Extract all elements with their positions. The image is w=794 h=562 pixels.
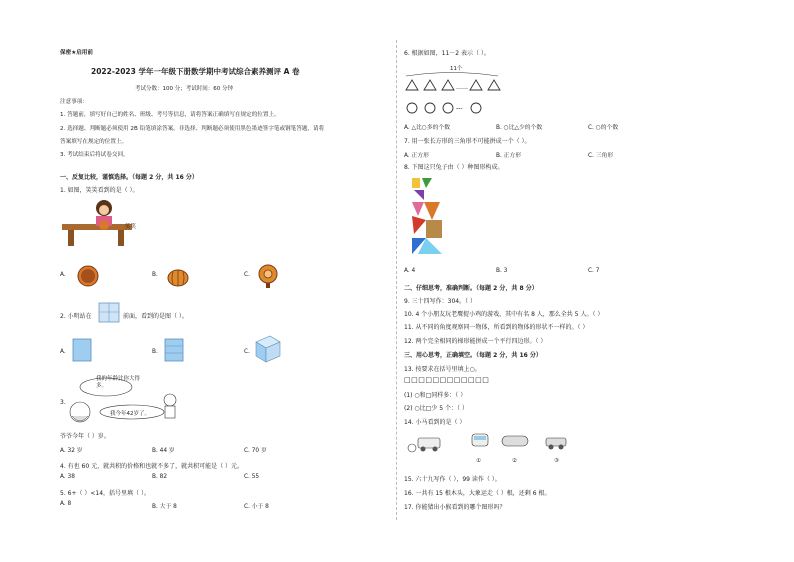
q4-option-c[interactable]: C. 55 (244, 474, 260, 480)
q3-number: 3. (60, 399, 66, 406)
svg-text:……: …… (456, 84, 468, 91)
cabinet-icon (98, 302, 122, 324)
q13-row-1: (1) ○和□同样多：（ ） (404, 392, 467, 399)
q13-stem: 13. 按要求在括号里填上○。 (404, 366, 481, 373)
pot-side-icon (256, 262, 280, 290)
q13-squares: □□□□□□□□□□□□ (404, 376, 490, 384)
q16: 16. 一共有 15 根木头，大象运走（ ）根，还剩 6 根。 (404, 490, 551, 497)
q2-option-c[interactable]: C. (244, 349, 250, 355)
q8-option-a[interactable]: A. 4 (404, 268, 416, 274)
q2-stem-end: 前面，看到的是图（ ）。 (123, 313, 188, 320)
q6-option-c[interactable]: C. ○的个数 (588, 125, 619, 131)
note-line-4: 3. 考试结束后将试卷交回。 (60, 152, 129, 158)
column-divider (396, 40, 397, 520)
tangram-rabbit-figure (410, 176, 444, 258)
q14-label-1: ① (476, 458, 481, 464)
q14-stem: 14. 小马看到的是（ ） (404, 419, 466, 426)
section3-heading: 三、用心思考，正确填空。（每题 2 分，共 16 分） (404, 352, 542, 359)
q7-option-a[interactable]: A. 正方形 (404, 153, 429, 159)
cabinet-view-a (72, 338, 94, 364)
q3-option-a[interactable]: A. 32 岁 (60, 448, 83, 454)
q4-stem: 4. 有也 60 元，就共积的价格和也就不多了，就共积可能是（ ）元。 (60, 463, 243, 470)
q14-label-2: ② (512, 458, 517, 464)
q4-option-b[interactable]: B. 82 (152, 474, 168, 480)
q7-option-c[interactable]: C. 三角形 (588, 153, 614, 159)
q7-stem: 7. 用一张长方形的三角形不可能拼成一个（ ）。 (404, 138, 531, 145)
q11: 11. 从不同的角度观察同一物体，所看到的物体的形状不一样的。（ ） (404, 324, 589, 331)
section2-heading: 二、仔细思考，准确判断。（每题 2 分，共 8 分） (404, 285, 538, 292)
pot-front-icon (76, 264, 100, 288)
cabinet-view-b (164, 338, 186, 364)
q3-bubble-child: 我的年龄比你大得多。 (96, 376, 141, 389)
car-views-figure (406, 428, 566, 456)
q6-stem: 6. 根据如图，11－2 表示（ ）。 (404, 50, 490, 57)
q2-option-b[interactable]: B. (152, 349, 158, 355)
q4-option-a[interactable]: A. 38 (60, 474, 75, 480)
q7-option-b[interactable]: B. 正方形 (496, 153, 522, 159)
q17: 17. 你能猜出小猴看到的哪个图形吗？ (404, 504, 506, 511)
q1-bubble-label: 笑笑 (125, 224, 137, 230)
cabinet-view-c (254, 334, 282, 364)
q13-row-2: (2) ○比□少 5 个：（ ） (404, 405, 468, 412)
svg-text:---: --- (456, 105, 463, 112)
q8-option-b[interactable]: B. 3 (496, 268, 508, 274)
q1-option-c[interactable]: C. (244, 272, 250, 278)
q5-option-b[interactable]: B. 大于 8 (152, 504, 177, 510)
q5-option-c[interactable]: C. 小于 8 (244, 504, 269, 510)
q6-count-label: 11个 (450, 66, 463, 72)
q15: 15. 六十九写作（ ），99 读作（ ）。 (404, 476, 501, 483)
q6-option-a[interactable]: A. △比○多的个数 (404, 125, 451, 131)
page-title: 2022-2023 学年一年级下册数学期中考试综合素养测评 A 卷 (91, 67, 300, 76)
q14-label-3: ③ (554, 458, 559, 464)
notes-heading: 注意事项： (60, 99, 88, 105)
q1-stem: 1. 如图，笑笑看到的是（ ）。 (60, 187, 139, 194)
q10: 10. 4 个小朋友玩老鹰捉小鸡的游戏，其中有名 8 人，那么全共 5 人。（ ） (404, 311, 604, 318)
q8-stem: 8. 下图这只兔子由（ ）种图形构成。 (404, 164, 504, 171)
q2-option-a[interactable]: A. (60, 349, 66, 355)
exam-meta: 考试分数：100 分；考试时间：60 分钟 (135, 86, 233, 92)
q5-stem: 5. 6+（ ）<14，括号里填（ ）。 (60, 490, 150, 497)
q5-option-a[interactable]: A. 8 (60, 501, 72, 507)
q3-bubble-grandpa: 我今年42岁了。 (110, 411, 150, 417)
q1-option-a[interactable]: A. (60, 272, 66, 278)
triangles-circles-figure (404, 70, 504, 116)
q3-option-b[interactable]: B. 44 岁 (152, 448, 175, 454)
q1-option-b[interactable]: B. (152, 272, 158, 278)
note-line-3: 答案填写在规定的位置上。 (60, 139, 128, 145)
q3-option-c[interactable]: C. 70 岁 (244, 448, 267, 454)
q9: 9. 三十四写作：304。（ ） (404, 298, 476, 305)
q3-stem: 爷爷今年（ ）岁。 (60, 433, 110, 440)
q6-option-b[interactable]: B. ○比△少的个数 (496, 125, 543, 131)
note-line-1: 1. 答题前，填写好自己的姓名、班级、考号等信息，请将答案正确填写在规定的位置上。 (60, 112, 280, 118)
secret-label: 保密★启用前 (60, 50, 93, 56)
pumpkin-icon (166, 264, 190, 288)
q12: 12. 两个完全相同的梯形能拼成一个平行四边形。（ ） (404, 338, 547, 345)
section1-heading: 一、反复比较，谨慎选择。（每题 2 分，共 16 分） (60, 174, 198, 181)
note-line-2: 2. 选择题、判断题必须使用 2B 铅笔填涂答案，非选择、判断题必须使用黑色墨迹签字笔或钢笔答题，请将 (60, 126, 325, 132)
q8-option-c[interactable]: C. 7 (588, 268, 600, 274)
q2-stem-start: 2. 小明站在 (60, 313, 92, 320)
